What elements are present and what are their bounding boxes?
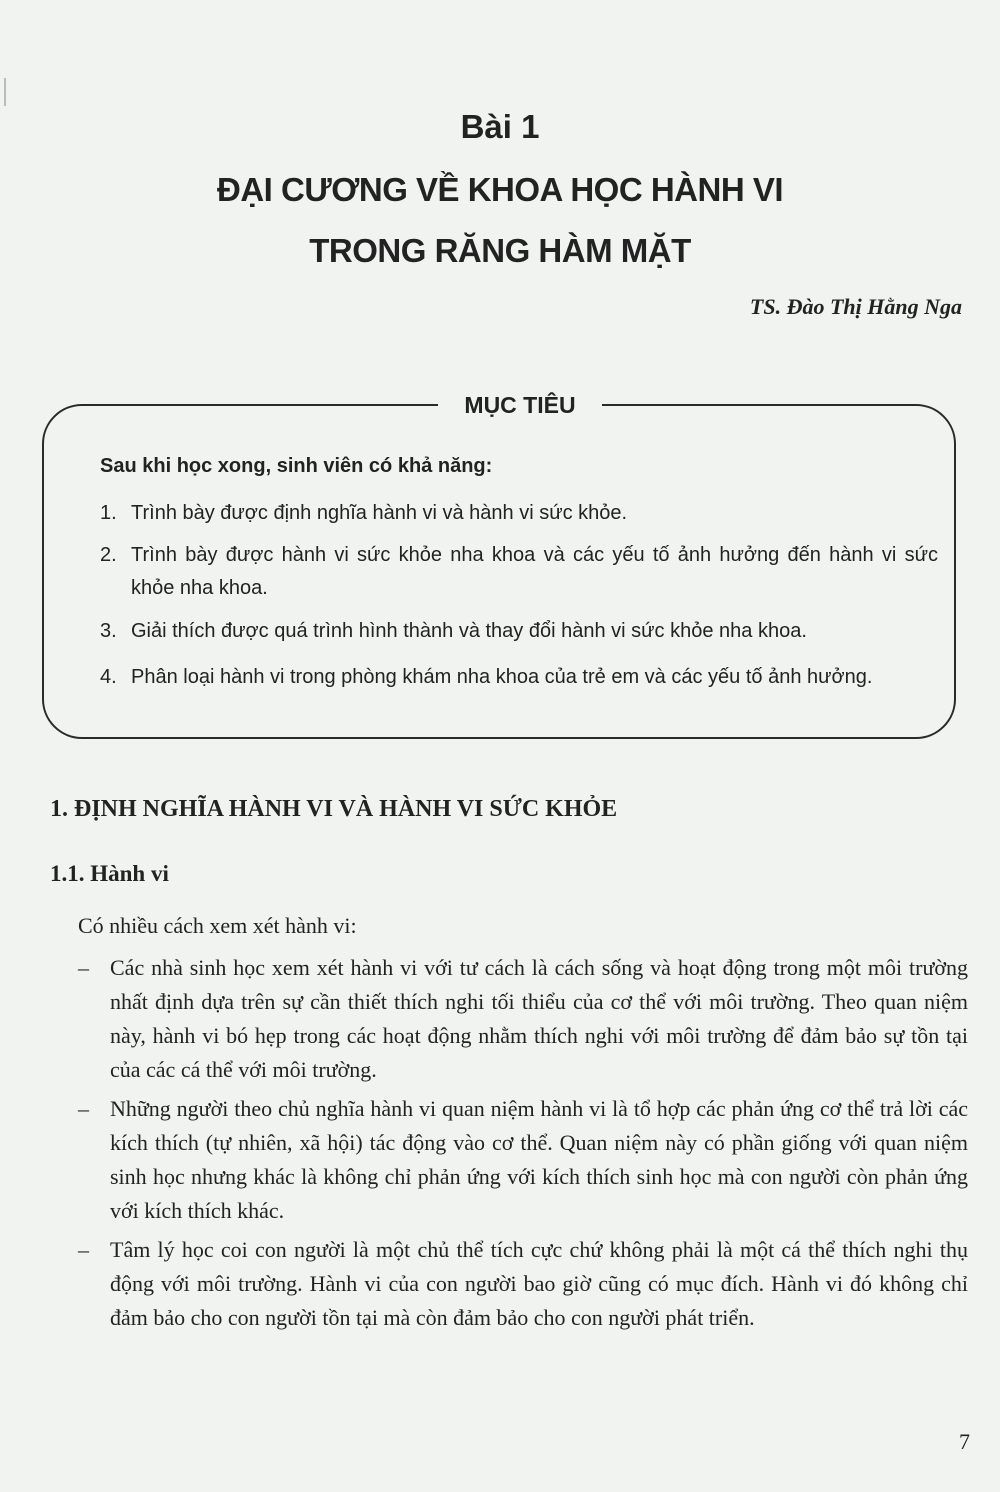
chapter-title-line-1: ĐẠI CƯƠNG VỀ KHOA HỌC HÀNH VI — [217, 171, 783, 208]
bullet-paragraph — [78, 951, 968, 1087]
chapter-title-line-2: TRONG RĂNG HÀM MẶT — [309, 232, 691, 269]
bullet-text: Những người theo chủ nghĩa hành vi quan niệm hành vi là tổ hợp các phản ứng cơ thể trả lời các kích thích (tự nhiên, xã hội) tác động vào cơ thể. Quan niệm này có phần giống với quan niệm sinh học nhưng khác là không chỉ phản ứng với kích thích sinh học mà con người còn phản ứng với kích thích khác. — [110, 1096, 968, 1223]
body-intro: Có nhiều cách xem xét hành vi: — [78, 913, 357, 938]
objective-number: 1. — [100, 502, 117, 524]
bullet-dash: – — [78, 1237, 89, 1262]
objective-item — [100, 497, 938, 530]
objective-text: Trình bày được hành vi sức khỏe nha khoa và các yếu tố ảnh hưởng đến hành vi sức khỏe nha khoa. — [131, 544, 938, 599]
objectives-heading: MỤC TIÊU — [438, 388, 602, 422]
bullet-paragraph — [78, 1233, 968, 1335]
objective-item — [100, 615, 938, 648]
objective-number: 3. — [100, 620, 117, 642]
bullet-dash: – — [78, 955, 89, 980]
objective-text: Phân loại hành vi trong phòng khám nha khoa của trẻ em và các yếu tố ảnh hưởng. — [131, 666, 873, 688]
objective-text: Giải thích được quá trình hình thành và thay đổi hành vi sức khỏe nha khoa. — [131, 620, 807, 642]
objective-number: 4. — [100, 666, 117, 688]
subsection-heading: 1.1. Hành vi — [50, 861, 169, 886]
bullet-paragraph — [78, 1092, 968, 1228]
bullet-dash: – — [78, 1096, 89, 1121]
objective-number: 2. — [100, 544, 117, 566]
author: TS. Đào Thị Hằng Nga — [749, 294, 962, 319]
objective-item — [100, 661, 938, 694]
objectives-intro: Sau khi học xong, sinh viên có khả năng: — [100, 455, 493, 477]
bullet-text: Tâm lý học coi con người là một chủ thể tích cực chứ không phải là một cá thể thích nghi thụ động với môi trường. Hành vi của con người bao giờ cũng có mục đích. Hành vi đó không chỉ đảm bảo cho con người tồn tại mà còn đảm bảo cho con người phát triển. — [110, 1237, 968, 1330]
bullet-text: Các nhà sinh học xem xét hành vi với tư cách là cách sống và hoạt động trong một môi trường nhất định dựa trên sự cần thiết thích nghi tối thiểu của cơ thể với môi trường. Theo quan niệm này, hành vi bó hẹp trong các hoạt động nhằm thích nghi với môi trường để đảm bảo sự tồn tại của các cá thể với môi trường. — [110, 955, 968, 1082]
page-number: 7 — [959, 1429, 970, 1454]
objective-item — [100, 539, 938, 605]
margin-mark — [4, 78, 16, 106]
section-heading: 1. ĐỊNH NGHĨA HÀNH VI VÀ HÀNH VI SỨC KHỎE — [50, 796, 618, 822]
lesson-number: Bài 1 — [460, 108, 540, 145]
objective-text: Trình bày được định nghĩa hành vi và hành vi sức khỏe. — [131, 502, 628, 524]
